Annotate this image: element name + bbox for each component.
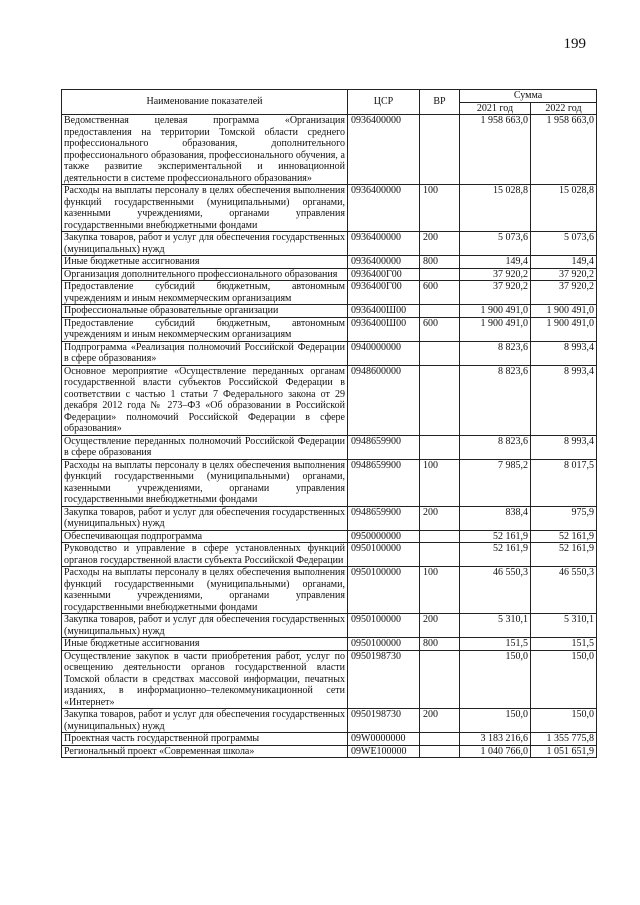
row-csr: 0950100000 xyxy=(348,638,420,651)
row-value-2022: 5 073,6 xyxy=(531,232,597,256)
row-value-2022: 8 993,4 xyxy=(531,435,597,459)
row-csr: 09WE100000 xyxy=(348,745,420,758)
row-name: Региональный проект «Современная школа» xyxy=(62,745,348,758)
row-csr: 0950100000 xyxy=(348,543,420,567)
row-value-2022: 1 900 491,0 xyxy=(531,317,597,341)
table-row xyxy=(62,341,597,365)
row-value-2021: 1 958 663,0 xyxy=(460,115,531,185)
table-row xyxy=(62,530,597,543)
table-row xyxy=(62,281,597,305)
header-year-2022: 2022 год xyxy=(531,102,597,115)
table-row xyxy=(62,614,597,638)
row-vr xyxy=(420,733,460,746)
row-value-2021: 838,4 xyxy=(460,506,531,530)
header-year-2021: 2021 год xyxy=(460,102,531,115)
header-sum: Сумма xyxy=(460,90,597,103)
row-name: Расходы на выплаты персоналу в целях обеспечения выполнения функций государственными (муниципальными) органами, казенными учреждениями, органами управления государственными внебюджетными фондами xyxy=(62,459,348,506)
row-value-2021: 150,0 xyxy=(460,650,531,709)
row-value-2021: 37 920,2 xyxy=(460,268,531,281)
row-name: Обеспечивающая подпрограмма xyxy=(62,530,348,543)
row-vr: 100 xyxy=(420,459,460,506)
row-vr xyxy=(420,341,460,365)
row-name: Иные бюджетные ассигнования xyxy=(62,638,348,651)
page-number: 199 xyxy=(563,36,586,52)
row-value-2022: 5 310,1 xyxy=(531,614,597,638)
row-name: Осуществление закупок в части приобретения работ, услуг по освещению деятельности органов государственной власти Томской области в средствах массовой информации, печатных изданиях, в информационно–телекоммуникационной сети «Интернет» xyxy=(62,650,348,709)
table-row xyxy=(62,317,597,341)
row-name: Закупка товаров, работ и услуг для обеспечения государственных (муниципальных) нужд xyxy=(62,506,348,530)
row-value-2021: 52 161,9 xyxy=(460,530,531,543)
row-name: Расходы на выплаты персоналу в целях обеспечения выполнения функций государственными (муниципальными) органами, казенными учреждениями, органами управления государственными внебюджетными фондами xyxy=(62,185,348,232)
row-csr: 0940000000 xyxy=(348,341,420,365)
row-name: Осуществление переданных полномочий Российской Федерации в сфере образования xyxy=(62,435,348,459)
row-csr: 0936400000 xyxy=(348,185,420,232)
row-value-2022: 52 161,9 xyxy=(531,543,597,567)
row-value-2021: 3 183 216,6 xyxy=(460,733,531,746)
row-vr: 200 xyxy=(420,232,460,256)
table-row xyxy=(62,745,597,758)
row-value-2022: 1 958 663,0 xyxy=(531,115,597,185)
row-vr xyxy=(420,305,460,318)
row-csr: 0936400Ш00 xyxy=(348,305,420,318)
row-csr: 0936400000 xyxy=(348,115,420,185)
table-row xyxy=(62,638,597,651)
row-value-2022: 150,0 xyxy=(531,650,597,709)
row-value-2021: 1 040 766,0 xyxy=(460,745,531,758)
table-row xyxy=(62,733,597,746)
row-name: Закупка товаров, работ и услуг для обеспечения государственных (муниципальных) нужд xyxy=(62,232,348,256)
row-value-2022: 975,9 xyxy=(531,506,597,530)
row-vr xyxy=(420,268,460,281)
row-value-2021: 5 073,6 xyxy=(460,232,531,256)
table-row xyxy=(62,365,597,435)
row-value-2021: 7 985,2 xyxy=(460,459,531,506)
row-csr: 0950100000 xyxy=(348,567,420,614)
row-csr: 0936400Ш00 xyxy=(348,317,420,341)
row-name: Руководство и управление в сфере установленных функций органов государственной власти субъекта Российской Федерации xyxy=(62,543,348,567)
table-row xyxy=(62,185,597,232)
row-value-2021: 151,5 xyxy=(460,638,531,651)
row-value-2022: 8 017,5 xyxy=(531,459,597,506)
table-row xyxy=(62,459,597,506)
row-csr: 0936400000 xyxy=(348,232,420,256)
row-csr: 0950198730 xyxy=(348,650,420,709)
row-value-2022: 15 028,8 xyxy=(531,185,597,232)
row-vr xyxy=(420,745,460,758)
row-vr xyxy=(420,365,460,435)
table-row xyxy=(62,115,597,185)
table-row xyxy=(62,435,597,459)
row-value-2022: 8 993,4 xyxy=(531,365,597,435)
row-vr: 800 xyxy=(420,638,460,651)
row-vr xyxy=(420,543,460,567)
table-row xyxy=(62,543,597,567)
row-name: Основное мероприятие «Осуществление переданных органам государственной власти субъектов Российской Федерации в соответствии с частью 1 статьи 7 Федерального закона от 29 декабря 2012 года № 273–ФЗ «Об образовании в Российской Федерации» полномочий Российской Федерации в сфере образования» xyxy=(62,365,348,435)
row-value-2021: 1 900 491,0 xyxy=(460,305,531,318)
row-vr: 200 xyxy=(420,709,460,733)
row-value-2022: 151,5 xyxy=(531,638,597,651)
row-value-2022: 1 900 491,0 xyxy=(531,305,597,318)
row-vr: 100 xyxy=(420,185,460,232)
row-value-2022: 52 161,9 xyxy=(531,530,597,543)
row-name: Расходы на выплаты персоналу в целях обеспечения выполнения функций государственными (муниципальными) органами, казенными учреждениями, органами управления государственными внебюджетными фондами xyxy=(62,567,348,614)
row-value-2021: 150,0 xyxy=(460,709,531,733)
row-value-2022: 46 550,3 xyxy=(531,567,597,614)
row-csr: 0950198730 xyxy=(348,709,420,733)
table-row xyxy=(62,268,597,281)
row-value-2021: 37 920,2 xyxy=(460,281,531,305)
row-vr: 100 xyxy=(420,567,460,614)
row-value-2021: 8 823,6 xyxy=(460,341,531,365)
row-name: Проектная часть государственной программы xyxy=(62,733,348,746)
row-csr: 0936400Г00 xyxy=(348,268,420,281)
row-value-2021: 8 823,6 xyxy=(460,365,531,435)
row-value-2021: 15 028,8 xyxy=(460,185,531,232)
row-csr: 09W0000000 xyxy=(348,733,420,746)
row-csr: 0936400000 xyxy=(348,256,420,269)
header-name: Наименование показателей xyxy=(62,90,348,115)
row-name: Предоставление субсидий бюджетным, автономным учреждениям и иным некоммерческим организациям xyxy=(62,281,348,305)
row-vr xyxy=(420,650,460,709)
table-row xyxy=(62,567,597,614)
row-value-2021: 8 823,6 xyxy=(460,435,531,459)
row-name: Ведомственная целевая программа «Организация предоставления на территории Томской области среднего профессионального образования, дополнительного профессионального образования, профессионального обучения, а также развитие экспериментальной и инновационной деятельности в системе профессионального образования» xyxy=(62,115,348,185)
row-vr: 200 xyxy=(420,506,460,530)
row-csr: 0936400Г00 xyxy=(348,281,420,305)
row-value-2022: 37 920,2 xyxy=(531,281,597,305)
budget-table xyxy=(61,89,597,758)
table-row xyxy=(62,709,597,733)
row-csr: 0948659900 xyxy=(348,435,420,459)
row-name: Закупка товаров, работ и услуг для обеспечения государственных (муниципальных) нужд xyxy=(62,709,348,733)
row-csr: 0950100000 xyxy=(348,614,420,638)
row-value-2022: 149,4 xyxy=(531,256,597,269)
header-csr: ЦСР xyxy=(348,90,420,115)
row-vr xyxy=(420,435,460,459)
row-value-2021: 149,4 xyxy=(460,256,531,269)
row-name: Профессиональные образовательные организации xyxy=(62,305,348,318)
row-name: Подпрограмма «Реализация полномочий Российской Федерации в сфере образования» xyxy=(62,341,348,365)
row-csr: 0950000000 xyxy=(348,530,420,543)
table-row xyxy=(62,232,597,256)
row-csr: 0948659900 xyxy=(348,459,420,506)
row-value-2022: 1 355 775,8 xyxy=(531,733,597,746)
row-value-2021: 46 550,3 xyxy=(460,567,531,614)
row-csr: 0948600000 xyxy=(348,365,420,435)
row-vr: 600 xyxy=(420,281,460,305)
row-value-2022: 8 993,4 xyxy=(531,341,597,365)
row-vr: 200 xyxy=(420,614,460,638)
row-value-2022: 150,0 xyxy=(531,709,597,733)
row-vr: 800 xyxy=(420,256,460,269)
table-body xyxy=(62,115,597,758)
row-value-2021: 5 310,1 xyxy=(460,614,531,638)
table-header-row xyxy=(62,90,597,103)
row-vr: 600 xyxy=(420,317,460,341)
row-name: Закупка товаров, работ и услуг для обеспечения государственных (муниципальных) нужд xyxy=(62,614,348,638)
row-vr xyxy=(420,530,460,543)
row-value-2021: 52 161,9 xyxy=(460,543,531,567)
row-vr xyxy=(420,115,460,185)
table-row xyxy=(62,650,597,709)
row-csr: 0948659900 xyxy=(348,506,420,530)
row-value-2022: 1 051 651,9 xyxy=(531,745,597,758)
row-name: Иные бюджетные ассигнования xyxy=(62,256,348,269)
table-row xyxy=(62,256,597,269)
table-row xyxy=(62,305,597,318)
row-value-2022: 37 920,2 xyxy=(531,268,597,281)
row-value-2021: 1 900 491,0 xyxy=(460,317,531,341)
header-vr: ВР xyxy=(420,90,460,115)
table-row xyxy=(62,506,597,530)
row-name: Предоставление субсидий бюджетным, автономным учреждениям и иным некоммерческим организациям xyxy=(62,317,348,341)
row-name: Организация дополнительного профессионального образования xyxy=(62,268,348,281)
